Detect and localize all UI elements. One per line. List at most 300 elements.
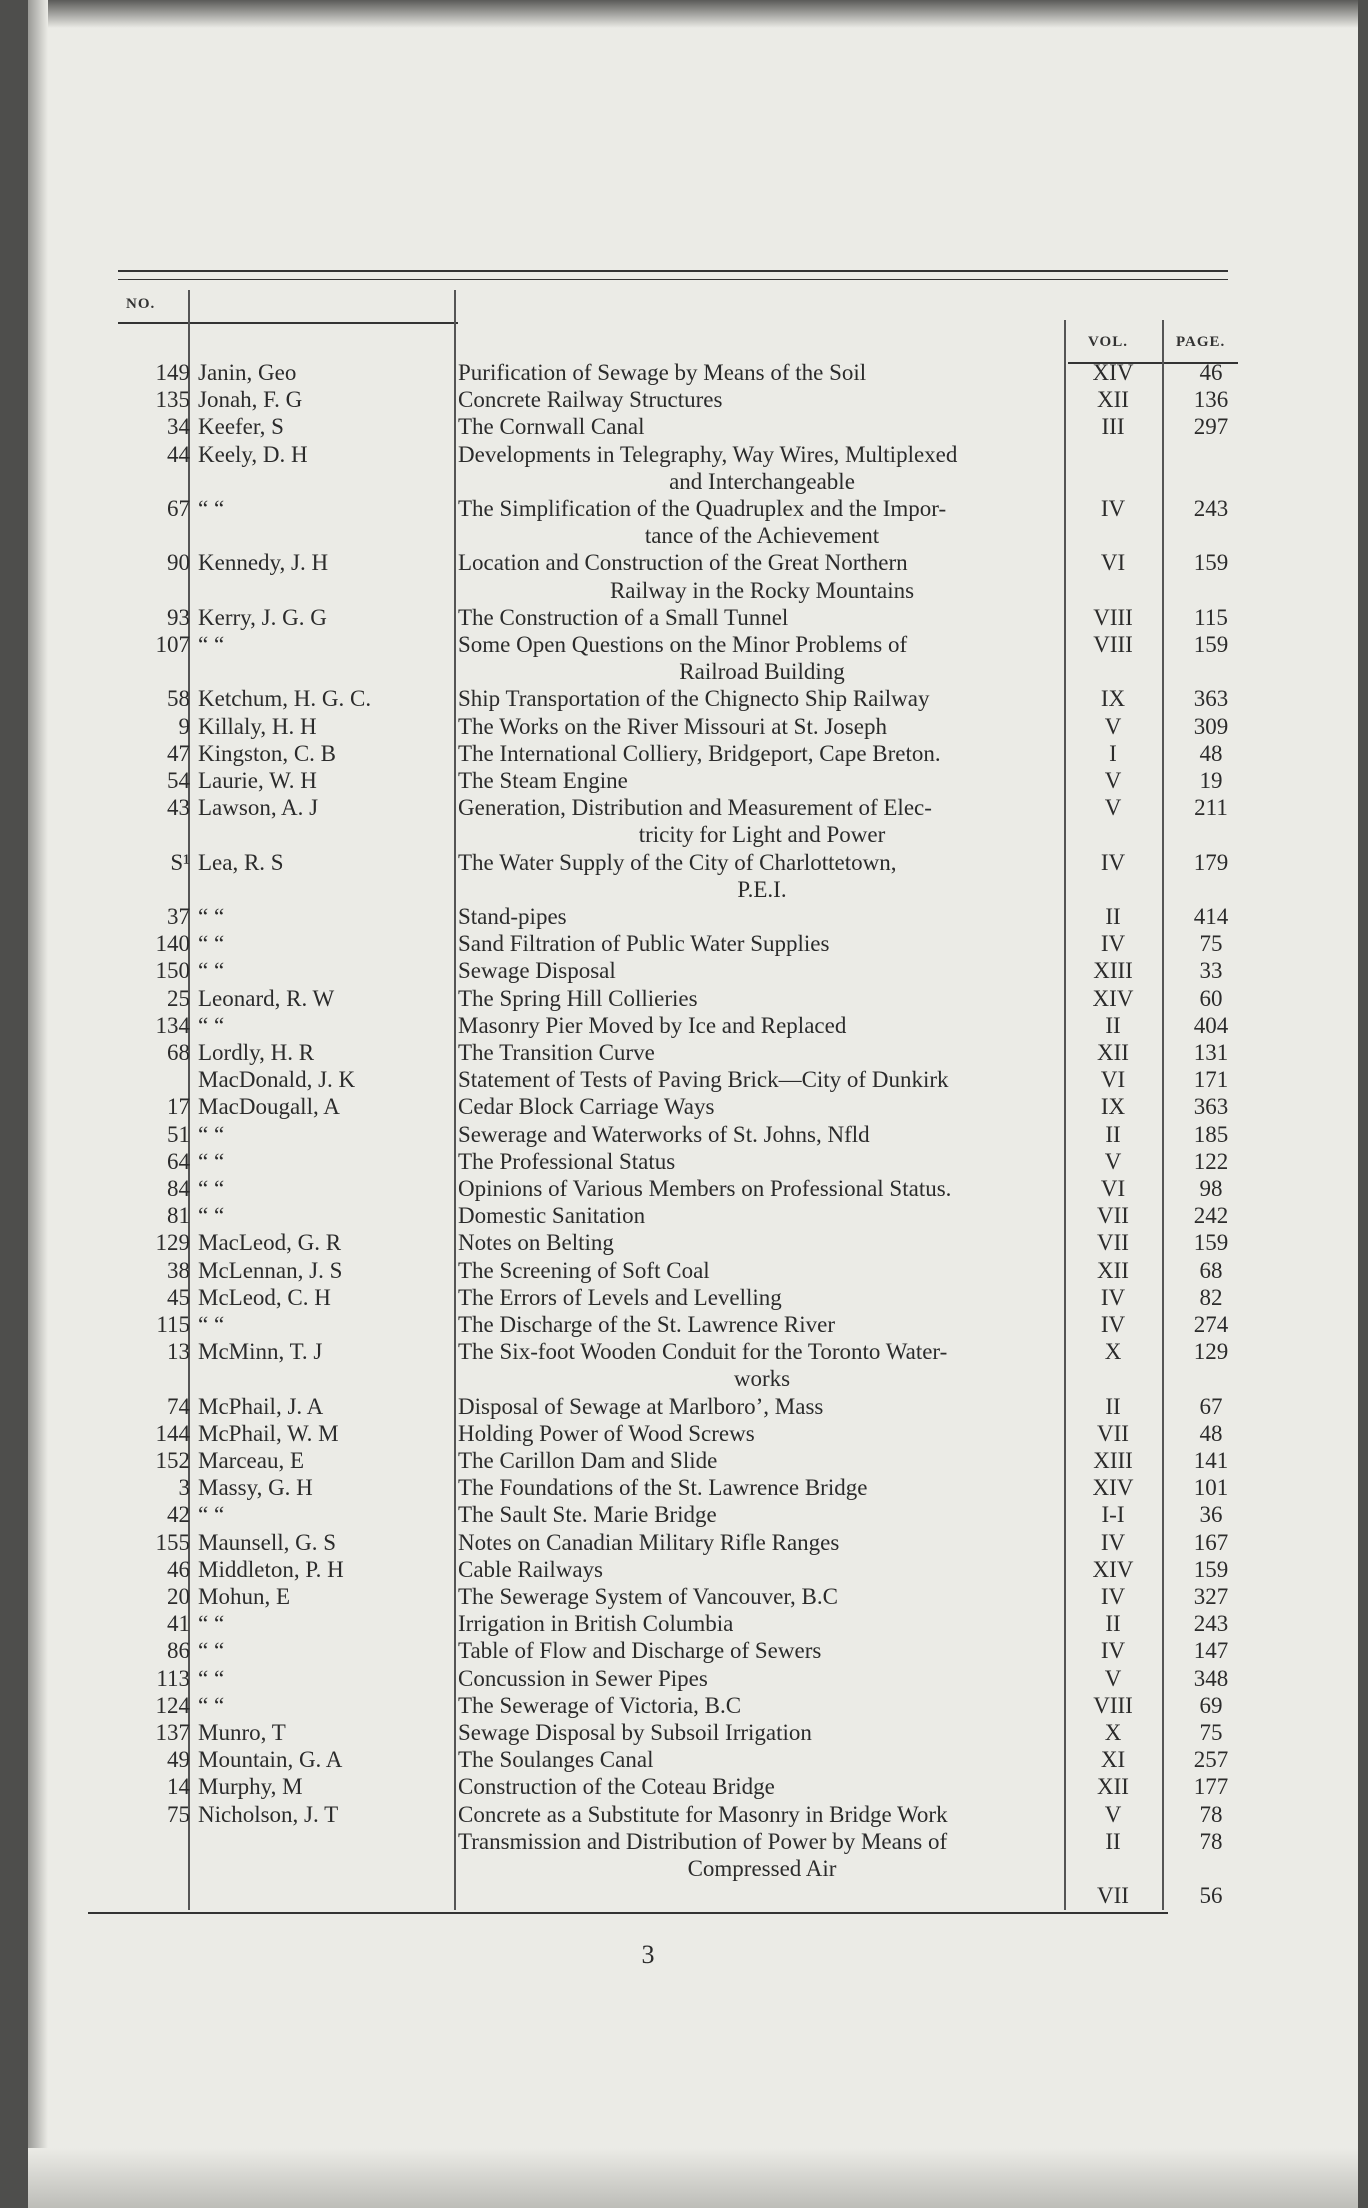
paper-title: Location and Construction of the Great Northern <box>458 550 908 576</box>
entry-number: 75 <box>167 1801 190 1827</box>
page-top-shadow <box>28 0 1358 28</box>
author-name: “ “ <box>198 1692 225 1718</box>
paper-title-continuation: Railroad Building <box>679 659 845 685</box>
page-ref: 171 <box>1193 1067 1229 1093</box>
author-name: Lordly, H. R <box>198 1040 315 1065</box>
page-ref: 185 <box>1193 1121 1229 1147</box>
author-name: Marceau, E <box>198 1448 304 1473</box>
paper-title: The Works on the River Missouri at St. Joseph <box>458 713 887 739</box>
volume: V <box>1104 768 1122 793</box>
page-ref: 177 <box>1193 1774 1229 1800</box>
page-ref: 67 <box>1199 1393 1223 1419</box>
page-ref: 211 <box>1194 795 1228 821</box>
page-ref: 179 <box>1193 849 1229 875</box>
volume: II <box>1105 1828 1121 1854</box>
author-name: Lawson, A. J <box>198 795 319 821</box>
volume: XII <box>1097 387 1129 413</box>
entry-number: 74 <box>167 1393 190 1419</box>
page-ref: 48 <box>1199 740 1223 766</box>
author-name: Killaly, H. H <box>198 713 317 739</box>
volume: XII <box>1097 1774 1129 1800</box>
page-ref: 404 <box>1193 1012 1229 1038</box>
page-ref: 122 <box>1193 1148 1229 1174</box>
paper-title: The Construction of a Small Tunnel <box>458 604 789 630</box>
volume: III <box>1101 414 1125 440</box>
table-row <box>28 686 1358 713</box>
page-ref: 159 <box>1193 632 1229 657</box>
page-ref: 75 <box>1199 1720 1223 1745</box>
table-row <box>28 550 1358 577</box>
entry-number: 54 <box>167 768 190 793</box>
page-ref: 78 <box>1199 1828 1223 1854</box>
entry-number: 37 <box>167 904 190 929</box>
entry-number: 38 <box>167 1257 190 1283</box>
table-row-continuation <box>28 1856 1358 1883</box>
author-name: Keely, D. H <box>198 441 308 467</box>
entry-number: 113 <box>156 1665 190 1691</box>
author-name: Nicholson, J. T <box>198 1801 339 1827</box>
entry-number: 44 <box>167 441 190 467</box>
paper-title: Sewage Disposal by Subsoil Irrigation <box>458 1720 812 1745</box>
entry-number: 3 <box>178 1475 190 1501</box>
paper-title: The International Colliery, Bridgeport, Cape Breton. <box>458 740 941 766</box>
table-row <box>28 1829 1358 1856</box>
paper-title: Sewage Disposal <box>458 958 616 984</box>
table-row <box>28 986 1358 1013</box>
author-name: Janin, Geo <box>198 360 297 385</box>
volume: XIV <box>1092 360 1134 385</box>
paper-title-continuation: tance of the Achievement <box>644 523 880 549</box>
table-row <box>28 1230 1358 1257</box>
paper-title: Construction of the Coteau Bridge <box>458 1774 775 1800</box>
author-name: “ “ <box>198 958 225 984</box>
paper-title: Some Open Questions on the Minor Problems of <box>458 632 908 657</box>
page-ref: 243 <box>1193 1611 1229 1637</box>
page-ref: 56 <box>1199 1883 1223 1909</box>
paper-title: Generation, Distribution and Measurement of Elec- <box>458 795 932 821</box>
entry-number: 84 <box>167 1176 190 1201</box>
author-name: “ “ <box>198 1176 225 1201</box>
page-bottom-edge <box>28 2148 1358 2208</box>
paper-title: The Sewerage of Victoria, B.C <box>458 1692 742 1718</box>
entry-number: 49 <box>167 1747 190 1773</box>
table-row <box>28 1502 1358 1529</box>
document-page <box>28 0 1358 2208</box>
entry-number: 58 <box>167 686 190 712</box>
table-row <box>28 1094 1358 1121</box>
paper-title: The Foundations of the St. Lawrence Bridge <box>458 1475 868 1501</box>
paper-title: The Professional Status <box>458 1148 676 1174</box>
table-row <box>28 1149 1358 1176</box>
entry-number: 86 <box>167 1638 190 1664</box>
page-ref: 159 <box>1193 1556 1229 1582</box>
table-row <box>28 931 1358 958</box>
table-row <box>28 1067 1358 1094</box>
volume: XIV <box>1092 1475 1134 1501</box>
table-row-continuation <box>28 578 1358 605</box>
page-ref: 243 <box>1193 496 1229 521</box>
author-name: “ “ <box>198 1665 225 1691</box>
volume: VII <box>1097 1883 1129 1909</box>
paper-title: Sand Filtration of Public Water Supplies <box>458 931 830 957</box>
entry-number: 152 <box>155 1448 190 1473</box>
volume: IV <box>1100 1638 1126 1664</box>
table-row <box>28 496 1358 523</box>
author-name: Massy, G. H <box>198 1475 313 1501</box>
author-name: McPhail, W. M <box>198 1420 339 1446</box>
table-row <box>28 958 1358 985</box>
volume: XIII <box>1093 1448 1133 1473</box>
entry-number: 149 <box>155 360 190 385</box>
volume: IX <box>1100 686 1126 712</box>
author-name: “ “ <box>198 1638 225 1664</box>
page-ref: 19 <box>1199 768 1223 793</box>
table-row <box>28 741 1358 768</box>
volume: VIII <box>1093 1692 1133 1718</box>
entry-number: 93 <box>167 604 190 630</box>
table-row-continuation <box>28 659 1358 686</box>
table-row <box>28 414 1358 441</box>
paper-title: The Cornwall Canal <box>458 414 645 440</box>
volume: V <box>1104 1665 1122 1691</box>
page-ref: 46 <box>1199 360 1223 385</box>
entry-number: S¹ <box>170 849 190 875</box>
paper-title: Masonry Pier Moved by Ice and Replaced <box>458 1012 847 1038</box>
volume: VI <box>1100 550 1126 576</box>
paper-title: Stand-pipes <box>458 904 567 929</box>
paper-title: The Sault Ste. Marie Bridge <box>458 1502 717 1528</box>
entry-number: 25 <box>167 985 190 1011</box>
page-ref: 309 <box>1193 713 1229 739</box>
paper-title: Irrigation in British Columbia <box>458 1611 734 1637</box>
volume: V <box>1104 713 1122 739</box>
entry-number: 115 <box>156 1312 190 1337</box>
paper-title: Transmission and Distribution of Power by Means of <box>458 1828 948 1854</box>
paper-title: The Simplification of the Quadruplex and the Impor- <box>458 496 947 521</box>
table-row <box>28 605 1358 632</box>
author-name: “ “ <box>198 1312 225 1337</box>
paper-title: Notes on Canadian Military Rifle Ranges <box>458 1529 840 1555</box>
paper-title: The Sewerage System of Vancouver, B.C <box>458 1584 838 1609</box>
page-ref: 68 <box>1199 1257 1223 1283</box>
header-page: PAGE. <box>1176 334 1226 350</box>
entry-number: 140 <box>155 931 190 957</box>
entry-number: 137 <box>155 1720 190 1745</box>
paper-title: Domestic Sanitation <box>458 1203 646 1229</box>
volume: X <box>1104 1720 1122 1745</box>
paper-title: The Spring Hill Collieries <box>458 985 698 1011</box>
volume: IV <box>1100 1584 1126 1609</box>
volume: XIII <box>1093 958 1133 984</box>
author-name: “ “ <box>198 1121 225 1147</box>
volume: II <box>1105 1121 1121 1147</box>
volume: I <box>1109 740 1117 766</box>
table-row <box>28 1802 1358 1829</box>
entry-number: 9 <box>178 713 190 739</box>
volume: VIII <box>1093 632 1133 657</box>
entry-number: 135 <box>155 387 190 413</box>
entry-number: 17 <box>167 1094 190 1120</box>
volume: XIV <box>1092 1556 1134 1582</box>
table-row <box>28 1611 1358 1638</box>
table-row-continuation <box>28 469 1358 496</box>
table-row <box>28 1557 1358 1584</box>
entry-number: 42 <box>167 1502 190 1528</box>
volume: XI <box>1100 1747 1126 1773</box>
author-name: MacDougall, A <box>198 1094 340 1120</box>
paper-title: The Screening of Soft Coal <box>458 1257 710 1283</box>
table-row <box>28 1774 1358 1801</box>
paper-title-continuation: tricity for Light and Power <box>638 822 886 848</box>
paper-title: Notes on Belting <box>458 1230 614 1256</box>
author-name: “ “ <box>198 1148 225 1174</box>
author-name: McPhail, J. A <box>198 1393 324 1419</box>
author-name: “ “ <box>198 1012 225 1038</box>
entry-number: 47 <box>167 740 190 766</box>
volume: XIV <box>1092 985 1134 1011</box>
author-name: Jonah, F. G <box>198 387 303 413</box>
author-name: MacLeod, G. R <box>198 1230 342 1256</box>
volume: VII <box>1097 1420 1129 1446</box>
author-name: Munro, T <box>198 1720 286 1745</box>
author-name: “ “ <box>198 1611 225 1637</box>
page-ref: 414 <box>1193 904 1229 929</box>
entry-number: 155 <box>155 1529 190 1555</box>
paper-title: Statement of Tests of Paving Brick—City of Dunkirk <box>458 1067 949 1093</box>
table-row-continuation <box>28 822 1358 849</box>
table-row <box>28 1421 1358 1448</box>
paper-title: The Water Supply of the City of Charlottetown, <box>458 849 897 875</box>
author-name: Keefer, S <box>198 414 284 440</box>
page-ref: 159 <box>1193 1230 1229 1256</box>
author-name: Laurie, W. H <box>198 768 317 793</box>
author-name: Murphy, M <box>198 1774 303 1800</box>
page-ref: 147 <box>1193 1638 1229 1664</box>
paper-title: Concussion in Sewer Pipes <box>458 1665 708 1691</box>
paper-title: Cable Railways <box>458 1556 603 1582</box>
table-row <box>28 1666 1358 1693</box>
volume: I-I <box>1101 1502 1125 1528</box>
paper-title: Developments in Telegraphy, Way Wires, Multiplexed <box>458 441 958 467</box>
entry-number: 150 <box>155 958 190 984</box>
paper-title: Concrete Railway Structures <box>458 387 723 413</box>
table-row <box>28 768 1358 795</box>
table-row <box>28 387 1358 414</box>
author-name: “ “ <box>198 931 225 957</box>
volume: VI <box>1100 1067 1126 1093</box>
volume: II <box>1105 904 1121 929</box>
entry-number: 20 <box>167 1584 190 1609</box>
table-row <box>28 1530 1358 1557</box>
volume: IV <box>1100 1284 1126 1310</box>
volume: VII <box>1097 1203 1129 1229</box>
table-row <box>28 1040 1358 1067</box>
table-row <box>28 1258 1358 1285</box>
page-ref: 136 <box>1193 387 1229 413</box>
entry-number: 68 <box>167 1040 190 1065</box>
table-row <box>28 360 1358 387</box>
entry-number: 81 <box>167 1203 190 1229</box>
paper-title: The Discharge of the St. Lawrence River <box>458 1312 836 1337</box>
page-ref: 363 <box>1193 686 1229 712</box>
table-row <box>28 1394 1358 1421</box>
author-name: Kennedy, J. H <box>198 550 329 576</box>
table-row <box>28 442 1358 469</box>
author-name: Maunsell, G. S <box>198 1529 336 1555</box>
author-name: Mohun, E <box>198 1584 290 1609</box>
volume: IV <box>1100 1529 1126 1555</box>
page-ref: 257 <box>1193 1747 1229 1773</box>
volume: VIII <box>1093 604 1133 630</box>
entry-number: 13 <box>167 1339 190 1365</box>
author-name: McMinn, T. J <box>198 1339 323 1365</box>
volume: IV <box>1100 496 1126 521</box>
table-row <box>28 1883 1358 1910</box>
table-row <box>28 850 1358 877</box>
page-ref: 363 <box>1193 1094 1229 1120</box>
page-ref: 131 <box>1193 1040 1229 1065</box>
volume: V <box>1104 1148 1122 1174</box>
page-ref: 327 <box>1193 1584 1229 1609</box>
author-name: “ “ <box>198 496 225 521</box>
author-name: Kingston, C. B <box>198 740 337 766</box>
author-name: “ “ <box>198 1502 225 1528</box>
author-name: Kerry, J. G. G <box>198 604 327 630</box>
entry-number: 144 <box>155 1420 190 1446</box>
entry-number: 107 <box>155 632 190 657</box>
author-name: McLeod, C. H <box>198 1284 331 1310</box>
entry-number: 45 <box>167 1284 190 1310</box>
table-row <box>28 714 1358 741</box>
paper-title-continuation: P.E.I. <box>737 876 787 902</box>
page-ref: 274 <box>1193 1312 1229 1337</box>
entry-number: 67 <box>167 496 190 521</box>
entry-number: 41 <box>167 1611 190 1637</box>
entry-number: 64 <box>167 1148 190 1174</box>
volume: VI <box>1100 1176 1126 1201</box>
paper-title: Holding Power of Wood Screws <box>458 1420 755 1446</box>
table-row-continuation <box>28 1366 1358 1393</box>
entry-number: 90 <box>167 550 190 576</box>
paper-title: The Six-foot Wooden Conduit for the Toronto Water- <box>458 1339 948 1365</box>
author-name: “ “ <box>198 904 225 929</box>
entry-number: 134 <box>155 1012 190 1038</box>
table-row <box>28 1122 1358 1149</box>
page-ref: 33 <box>1199 958 1223 984</box>
page-ref: 69 <box>1199 1692 1223 1718</box>
page-ref: 297 <box>1193 414 1229 440</box>
volume: XII <box>1097 1040 1129 1065</box>
page-ref: 242 <box>1193 1203 1229 1229</box>
table-row <box>28 1013 1358 1040</box>
page-ref: 75 <box>1199 931 1223 957</box>
header-vol: VOL. <box>1088 334 1128 350</box>
volume: IV <box>1100 931 1126 957</box>
paper-title: The Transition Curve <box>458 1040 655 1065</box>
author-name: “ “ <box>198 1203 225 1229</box>
page-ref: 167 <box>1193 1529 1229 1555</box>
entry-number: 124 <box>155 1692 190 1718</box>
volume: V <box>1104 795 1122 821</box>
author-name: Middleton, P. H <box>198 1556 344 1582</box>
entry-number: 129 <box>155 1230 190 1256</box>
table-top-rule <box>118 270 1228 280</box>
table-row <box>28 1448 1358 1475</box>
table-row-continuation <box>28 523 1358 550</box>
volume: II <box>1105 1393 1121 1419</box>
page-ref: 48 <box>1199 1420 1223 1446</box>
header-no: NO. <box>126 296 156 312</box>
table-row-continuation <box>28 877 1358 904</box>
volume: X <box>1104 1339 1122 1365</box>
table-row <box>28 1693 1358 1720</box>
paper-title: The Carillon Dam and Slide <box>458 1448 718 1473</box>
entry-number: 43 <box>167 795 190 821</box>
entry-number: 46 <box>167 1556 190 1582</box>
paper-title: Table of Flow and Discharge of Sewers <box>458 1638 822 1664</box>
table-row <box>28 1475 1358 1502</box>
table-row <box>28 1747 1358 1774</box>
author-name: McLennan, J. S <box>198 1257 343 1283</box>
page-ref: 141 <box>1193 1448 1229 1473</box>
entry-number: 51 <box>167 1121 190 1147</box>
table-row <box>28 1584 1358 1611</box>
page-ref: 348 <box>1193 1665 1229 1691</box>
page-ref: 129 <box>1193 1339 1229 1365</box>
paper-title: The Steam Engine <box>458 768 628 793</box>
paper-title-continuation: Railway in the Rocky Mountains <box>609 577 915 603</box>
page-ref: 115 <box>1194 604 1228 630</box>
page-ref: 82 <box>1199 1284 1223 1310</box>
paper-title: Opinions of Various Members on Professional Status. <box>458 1176 952 1201</box>
author-name: Lea, R. S <box>198 849 284 875</box>
page-ref: 78 <box>1199 1801 1223 1827</box>
table-row <box>28 1203 1358 1230</box>
table-row <box>28 1176 1358 1203</box>
paper-title-continuation: Compressed Air <box>687 1856 837 1881</box>
table-row <box>28 1720 1358 1747</box>
entry-number: 34 <box>167 414 190 440</box>
volume: IV <box>1100 1312 1126 1337</box>
table-row <box>28 632 1358 659</box>
paper-title: Sewerage and Waterworks of St. Johns, Nfld <box>458 1121 870 1147</box>
paper-title-continuation: and Interchangeable <box>669 468 855 494</box>
entry-number: 14 <box>167 1774 190 1800</box>
author-name: Mountain, G. A <box>198 1747 343 1773</box>
volume: II <box>1105 1611 1121 1637</box>
volume: XII <box>1097 1257 1129 1283</box>
volume: V <box>1104 1801 1122 1827</box>
table-row <box>28 1339 1358 1366</box>
volume: II <box>1105 1012 1121 1038</box>
author-name: Leonard, R. W <box>198 985 335 1011</box>
paper-title: The Errors of Levels and Levelling <box>458 1284 782 1310</box>
page-ref: 159 <box>1193 550 1229 576</box>
paper-title: Purification of Sewage by Means of the Soil <box>458 360 867 385</box>
paper-title-continuation: works <box>733 1366 791 1392</box>
author-name: MacDonald, J. K <box>198 1067 356 1093</box>
table-row <box>28 1312 1358 1339</box>
page-ref: 60 <box>1199 985 1223 1011</box>
volume: VII <box>1097 1230 1129 1256</box>
paper-title: Ship Transportation of the Chignecto Ship Railway <box>458 686 930 712</box>
paper-title: Cedar Block Carriage Ways <box>458 1094 715 1120</box>
volume: IX <box>1100 1094 1126 1120</box>
author-name: Ketchum, H. G. C. <box>198 686 372 712</box>
paper-title: The Soulanges Canal <box>458 1747 654 1773</box>
page-ref: 98 <box>1199 1176 1223 1201</box>
paper-title: Disposal of Sewage at Marlboro’, Mass <box>458 1393 824 1419</box>
